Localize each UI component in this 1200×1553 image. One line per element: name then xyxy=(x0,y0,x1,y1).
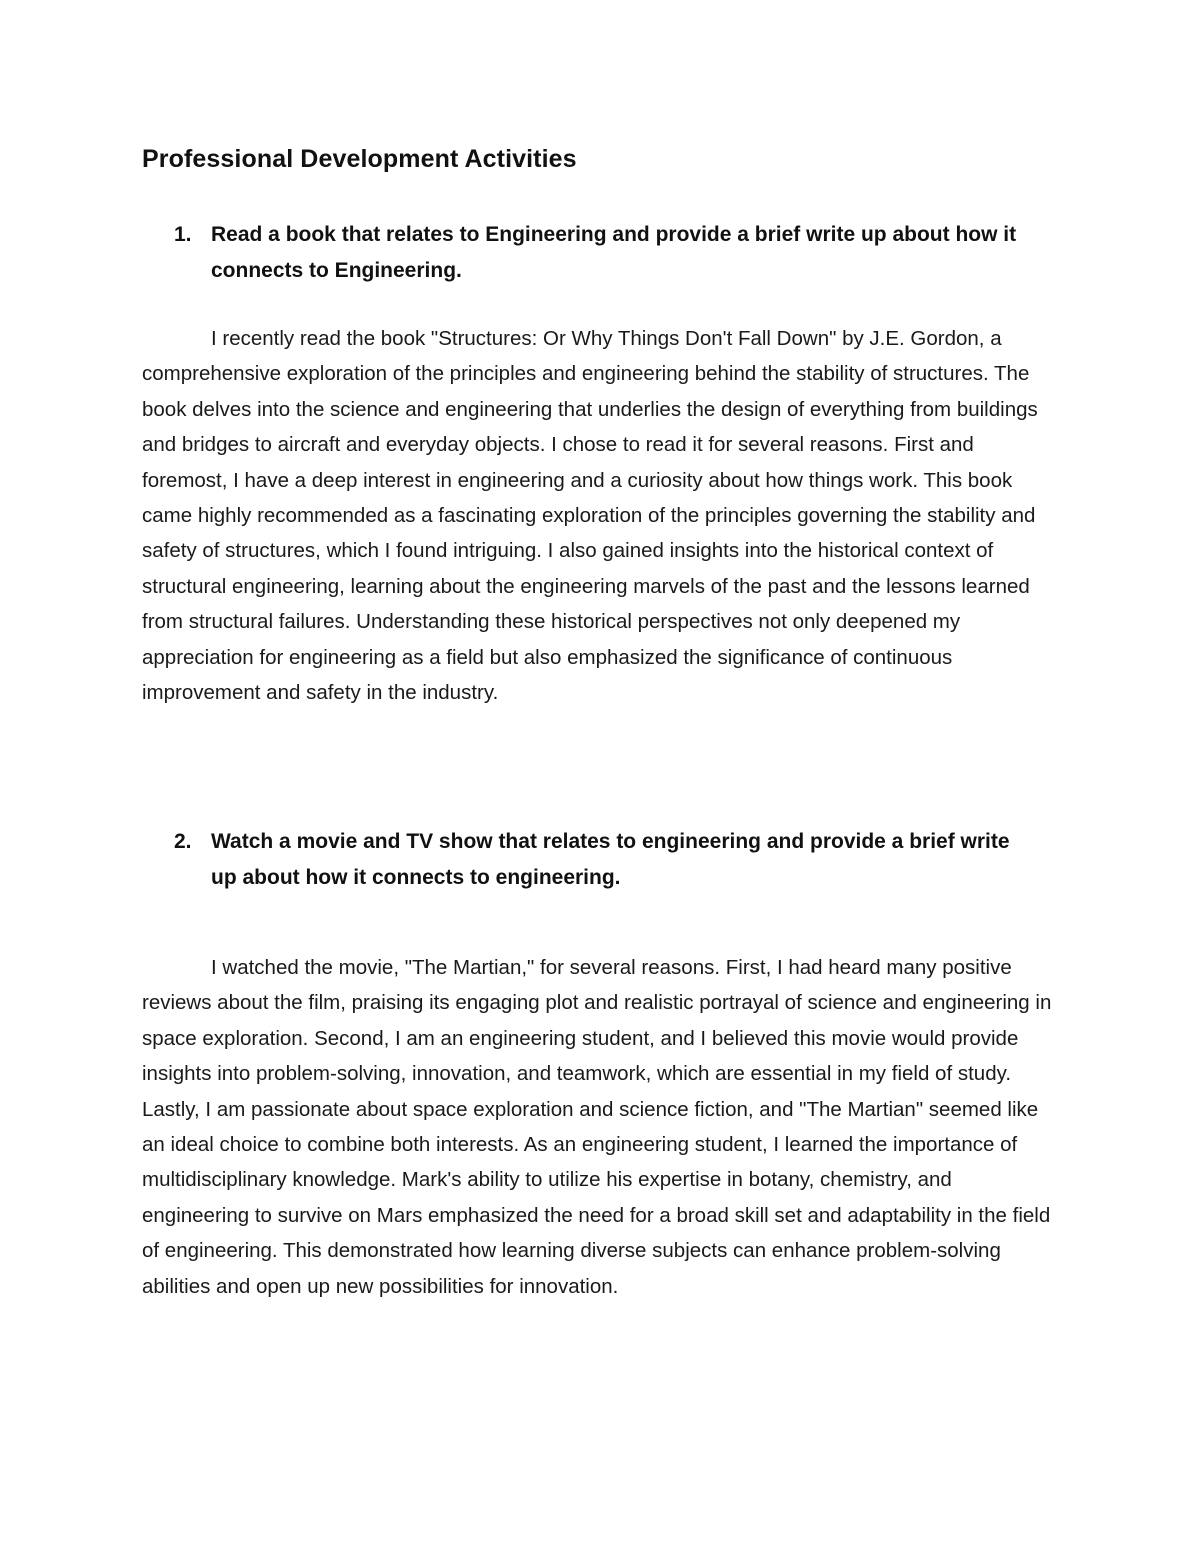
section-1-response: I recently read the book "Structures: Or Why Things Don't Fall Down" by J.E. Gordon, a comprehensive exploration of the principles and engineering behind the stability of structures. The book delves into the science and engineering that underlies the design of everything from buildings and bridges to aircraft and everyday objects. I chose to read it for several reasons. First and foremost, I have a deep interest in engineering and a curiosity about how things work. This book came highly recommended as a fascinating exploration of the principles governing the stability and safety of structures, which I found intriguing. I also gained insights into the historical context of structural engineering, learning about the engineering marvels of the past and the lessons learned from structural failures. Understanding these historical perspectives not only deepened my appreciation for engineering as a field but also emphasized the significance of continuous improvement and safety in the industry. xyxy=(142,327,1038,705)
document-title: Professional Development Activities xyxy=(142,145,577,173)
section-1-prompt: Read a book that relates to Engineering and provide a brief write up about how it connects to Engineering. xyxy=(211,223,1017,282)
section-2-response: I watched the movie, "The Martian," for several reasons. First, I had heard many positive reviews about the film, praising its engaging plot and realistic portrayal of science and engineering in space exploration. Second, I am an engineering student, and I believed this movie would provide insights into problem-solving, innovation, and teamwork, which are essential in my field of study. Lastly, I am passionate about space exploration and science fiction, and "The Martian" seemed like an ideal choice to combine both interests. As an engineering student, I learned the importance of multidisciplinary knowledge. Mark's ability to utilize his expertise in botany, chemistry, and engineering to survive on Mars emphasized the need for a broad skill set and adaptability in the field of engineering. This demonstrated how learning diverse subjects can enhance problem-solving abilities and open up new possibilities for innovation. xyxy=(142,956,1052,1298)
section-2-heading xyxy=(142,824,1042,896)
section-1-heading xyxy=(142,217,1042,289)
section-2-number: 2. xyxy=(174,830,192,853)
section-1-number: 1. xyxy=(174,223,192,246)
section-2-prompt: Watch a movie and TV show that relates to engineering and provide a brief write up about how it connects to engineering. xyxy=(211,830,1010,889)
